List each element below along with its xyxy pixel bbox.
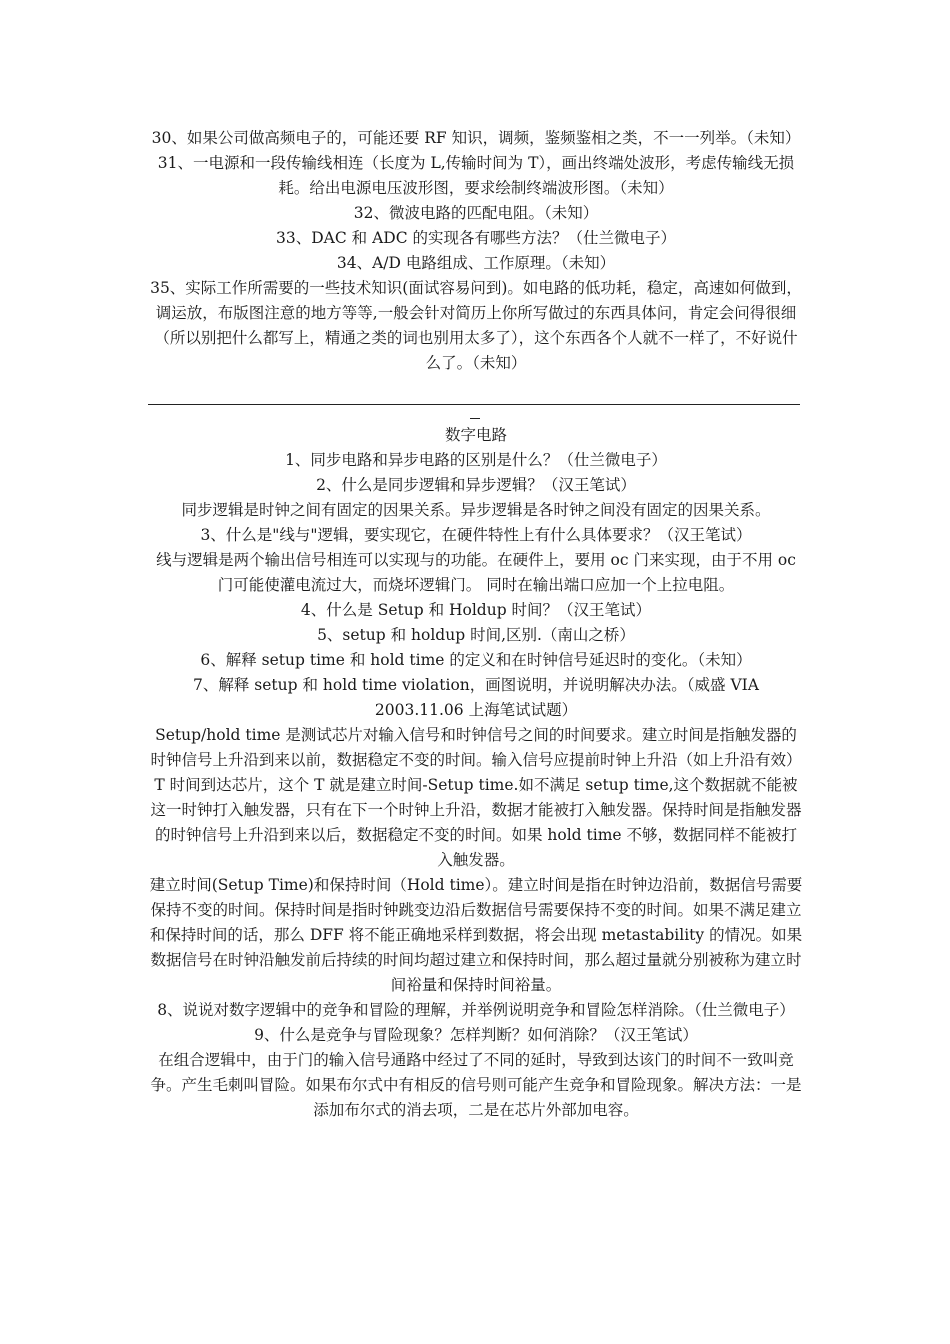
paragraph-q30: 30、如果公司做高频电子的，可能还要 RF 知识，调频，鉴频鉴相之类，不一一列举。（未知） (151, 129, 801, 147)
paragraph-dq7: 7、解释 setup 和 hold time violation，画图说明，并说明解决办法。（威盛 VIA 2003.11.06 上海笔试试题） (193, 676, 759, 719)
paragraph-dq4: 4、什么是 Setup 和 Holdup 时间？（汉王笔试） (300, 601, 652, 619)
paragraph-q31: 31、一电源和一段传输线相连（长度为 L,传输时间为 T），画出终端处波形，考虑传输线无损耗。给出电源电压波形图，要求绘制终端波形图。（未知） (157, 154, 795, 197)
paragraph-q33: 33、DAC 和 ADC 的实现各有哪些方法？（仕兰微电子） (276, 229, 676, 247)
divider-tail (148, 405, 804, 423)
paragraph-q34: 34、A/D 电路组成、工作原理。（未知） (336, 254, 616, 272)
paragraph-dq7-answer-b: 建立时间(Setup Time)和保持时间（Hold time）。建立时间是指在时钟边沿前，数据信号需要保持不变的时间。保持时间是指时钟跳变边沿后数据信号需要保持不变的时间。如果不满足建立和保持时间的话，那么 DFF 将不能正确地采样到数据，将会出现 metastability 的情况。如果数据信号在时钟沿触发前后持续的时间均超过建立和保持时间，那么超过量就分别被称为建立时间裕量和保持时间裕量。 (149, 876, 803, 994)
paragraph-dq2: 2、什么是同步逻辑和异步逻辑？（汉王笔试） (316, 476, 636, 494)
paragraph-dq9: 9、什么是竞争与冒险现象？怎样判断？如何消除？（汉王笔试） (254, 1026, 698, 1044)
paragraph-dq5: 5、setup 和 holdup 时间,区别.（南山之桥） (317, 626, 635, 644)
paragraph-dq1: 1、同步电路和异步电路的区别是什么？（仕兰微电子） (285, 451, 667, 469)
paragraph-dq2-answer: 同步逻辑是时钟之间有固定的因果关系。异步逻辑是各时钟之间没有固定的因果关系。 (181, 501, 771, 519)
paragraph-dq9-answer: 在组合逻辑中，由于门的输入信号通路中经过了不同的延时，导致到达该门的时间不一致叫竞争。产生毛刺叫冒险。如果布尔式中有相反的信号则可能产生竞争和冒险现象。解决方法：一是添加布尔式的消去项，二是在芯片外部加电容。 (150, 1051, 802, 1119)
paragraph-q32: 32、微波电路的匹配电阻。（未知） (353, 204, 599, 222)
paragraph-dq3-answer: 线与逻辑是两个输出信号相连可以实现与的功能。在硬件上，要用 oc 门来实现，由于不用 oc 门可能使灌电流过大，而烧坏逻辑门。 同时在输出端口应加一个上拉电阻。 (156, 551, 796, 594)
paragraph-q35: 35、实际工作所需要的一些技术知识(面试容易问到)。如电路的低功耗，稳定，高速如何做到，调运放，布版图注意的地方等等,一般会针对简历上你所写做过的东西具体问，肯定会问得很细（所以别把什么都写上，精通之类的词也别用太多了），这个东西各个人就不一样了，不好说什么了。（未知） (150, 279, 802, 372)
document-body (148, 126, 804, 1123)
section-title: 数字电路 (444, 426, 507, 444)
paragraph-dq6: 6、解释 setup time 和 hold time 的定义和在时钟信号延迟时的变化。（未知） (200, 651, 752, 669)
paragraph-dq8: 8、说说对数字逻辑中的竞争和冒险的理解，并举例说明竞争和冒险怎样消除。（仕兰微电子） (157, 1001, 795, 1019)
paragraph-dq7-answer-a: Setup/hold time 是测试芯片对输入信号和时钟信号之间的时间要求。建立时间是指触发器的时钟信号上升沿到来以前，数据稳定不变的时间。输入信号应提前时钟上升沿（如上升沿有效）T 时间到达芯片，这个 T 就是建立时间-Setup time.如不满足 setup time,这个数据就不能被这一时钟打入触发器，只有在下一个时钟上升沿，数据才能被打入触发器。保持时间是指触发器的时钟信号上升沿到来以后，数据稳定不变的时间。如果 hold time 不够，数据同样不能被打入触发器。 (150, 726, 802, 869)
paragraph-dq3: 3、什么是"线与"逻辑，要实现它，在硬件特性上有什么具体要求？（汉王笔试） (200, 526, 752, 544)
